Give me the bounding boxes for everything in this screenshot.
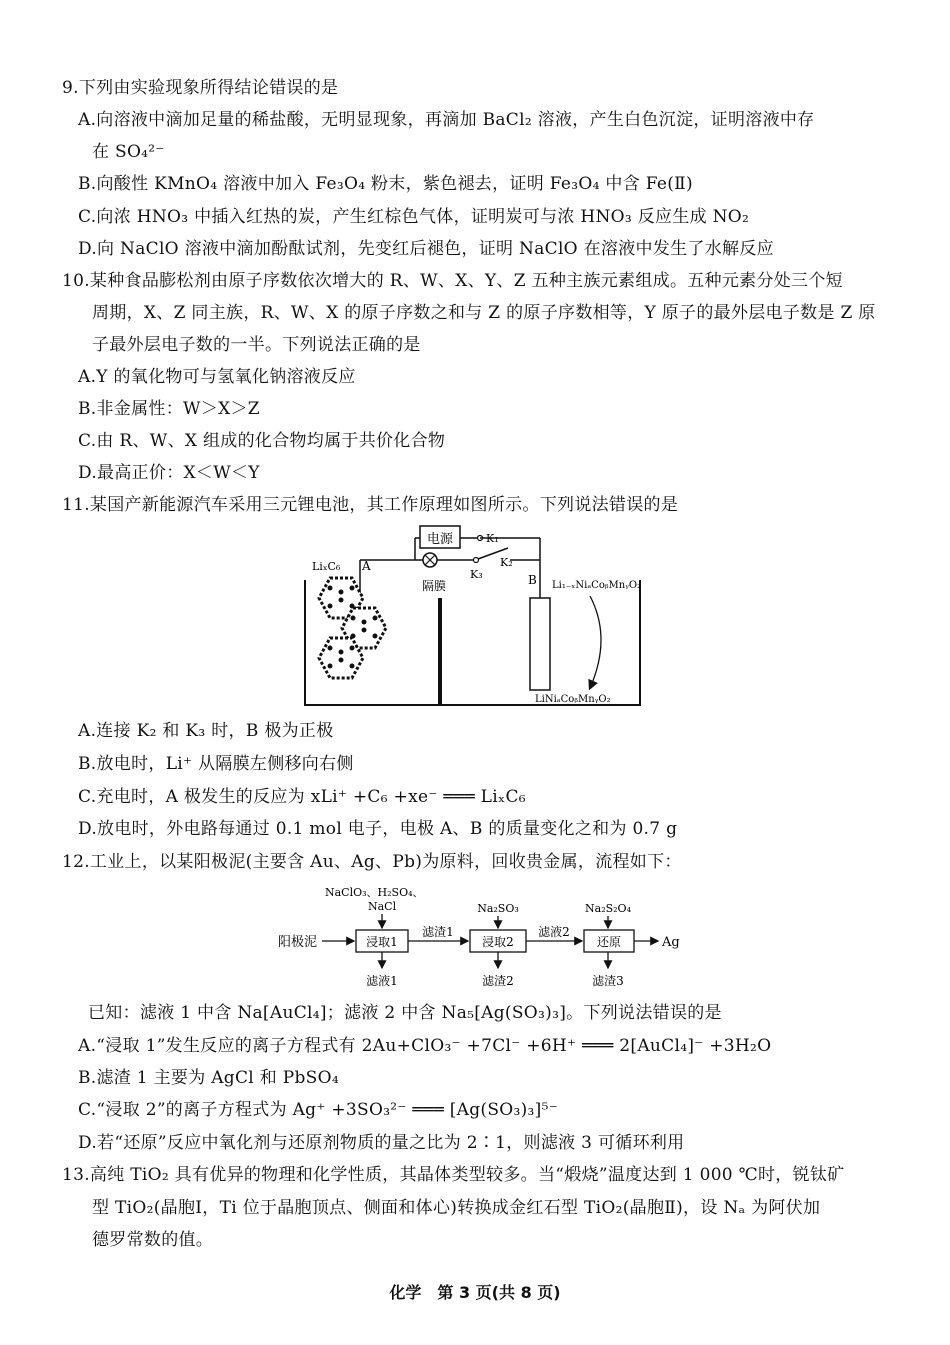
- q11-option-a: A.连接 K₂ 和 K₃ 时，B 极为正极: [78, 721, 334, 741]
- flow-start: 阳极泥: [278, 935, 318, 950]
- q10-option-b: B.非金属性：W＞X＞Z: [78, 399, 260, 419]
- q9-stem: 9.下列由实验现象所得结论错误的是: [62, 78, 339, 98]
- q11-stem: 11.某国产新能源汽车采用三元锂电池，其工作原理如图所示。下列说法错误的是: [62, 495, 679, 515]
- q11-option-d: D.放电时，外电路每通过 0.1 mol 电子，电极 A、B 的质量变化之和为 0.7 g: [78, 819, 678, 839]
- reduction-arrow: [590, 596, 601, 688]
- flow-output-2: 滤渣2: [482, 974, 514, 988]
- q9-option-b: B.向酸性 KMnO₄ 溶液中加入 Fe₃O₄ 粉末，紫色褪去，证明 Fe₃O₄ 中含 Fe(Ⅱ): [78, 174, 693, 194]
- q11-option-b: B.放电时，Li⁺ 从隔膜左侧移向右侧: [78, 754, 354, 774]
- q10-option-c: C.由 R、W、X 组成的化合物均属于共价化合物: [78, 431, 446, 451]
- q9-option-d: D.向 NaClO 溶液中滴加酚酞试剂，先变红后褪色，证明 NaClO 在溶液中发生了水解反应: [78, 239, 774, 259]
- flow-reagent-2: Na₂SO₃: [477, 902, 519, 915]
- k2-label: K₂: [500, 556, 513, 569]
- flow-mid-1: 滤渣1: [422, 925, 454, 939]
- electrode-b: [530, 598, 550, 690]
- k3-label: K₃: [470, 568, 483, 581]
- flow-reagent-1a: NaClO₃、H₂SO₄、: [325, 886, 424, 899]
- flow-reagent-3: Na₂S₂O₄: [585, 902, 631, 915]
- q12-option-c: C.“浸取 2”的离子方程式为 Ag⁺ +3SO₃²⁻ ═══ [Ag(SO₃)₃]⁵⁻: [78, 1100, 558, 1120]
- q11-option-c: C.充电时，A 极发生的反应为 xLi⁺ +C₆ +xe⁻ ═══ LiₓC₆: [78, 787, 526, 807]
- flow-output-1: 滤液1: [366, 974, 398, 988]
- q13-stem: 13.高纯 TiO₂ 具有优异的物理和化学性质，其晶体类型较多。当“煅烧”温度达到 1 000 ℃时，锐钛矿: [62, 1165, 845, 1185]
- cathode-discharged-formula: LiNiₐCoᵦMnᵧO₂: [535, 694, 611, 705]
- page-footer: 化学 第 3 页(共 8 页): [389, 1283, 561, 1302]
- flow-reagent-1b: NaCl: [368, 900, 397, 913]
- flow-mid-2: 滤液2: [538, 925, 570, 939]
- flow-box2-label: 浸取2: [482, 935, 514, 949]
- flow-output-3: 滤渣3: [592, 974, 624, 988]
- electrode-a-label: A: [362, 559, 371, 573]
- power-label: 电源: [426, 532, 454, 547]
- battery-diagram: [300, 520, 660, 710]
- flow-product: Ag: [662, 935, 680, 950]
- q10-option-d: D.最高正价：X＜W＜Y: [78, 463, 260, 483]
- q13-stem-line3: 德罗常数的值。: [92, 1230, 214, 1250]
- q9-option-a-cont: 在 SO₄²⁻: [92, 142, 165, 162]
- q10-option-a: A.Y 的氧化物可与氢氧化钠溶液反应: [78, 367, 356, 387]
- q12-option-d: D.若“还原”反应中氧化剂与还原剂物质的量之比为 2∶1，则滤液 3 可循环利用: [78, 1133, 685, 1153]
- process-flowchart: [270, 878, 700, 993]
- q12-stem: 12.工业上，以某阳极泥(主要含 Au、Ag、Pb)为原料，回收贵金属，流程如下：: [62, 852, 682, 872]
- q10-stem-line3: 子最外层电子数的一半。下列说法正确的是: [92, 335, 421, 355]
- q9-option-c: C.向浓 HNO₃ 中插入红热的炭，产生红棕色气体，证明炭可与浓 HNO₃ 反应生成 NO₂: [78, 207, 750, 227]
- q12-option-a: A.“浸取 1”发生反应的离子方程式有 2Au+ClO₃⁻ +7Cl⁻ +6H⁺ ═══ 2[AuCl₄]⁻ +3H₂O: [78, 1036, 772, 1056]
- q13-stem-line2: 型 TiO₂(晶胞Ⅰ，Ti 位于晶胞顶点、侧面和体心)转换成金红石型 TiO₂(晶胞Ⅱ)，设 Nₐ 为阿伏加: [92, 1198, 821, 1218]
- electrode-b-label: B: [528, 573, 537, 587]
- flow-box1-label: 浸取1: [366, 935, 398, 949]
- electrode-a-material-label: LiₓC₆: [312, 560, 341, 573]
- k1-label: K₁: [486, 532, 499, 545]
- flow-box3-label: 还原: [596, 935, 622, 949]
- separator-membrane: [438, 598, 442, 704]
- q9-option-a: A.向溶液中滴加足量的稀盐酸，无明显现象，再滴加 BaCl₂ 溶液，产生白色沉淀，证明溶液中存: [78, 110, 815, 130]
- lamp-icon: [423, 553, 437, 567]
- membrane-label: 隔膜: [422, 579, 447, 593]
- q10-stem-line2: 周期，X、Z 同主族，R、W、X 的原子序数之和与 Z 的原子序数相等，Y 原子的最外层电子数是 Z 原: [92, 303, 876, 323]
- graphite-anode: [319, 578, 386, 678]
- cathode-charged-formula: Li₁₋ₓNiₐCoᵦMnᵧO₂: [552, 580, 642, 591]
- q12-option-b: B.滤渣 1 主要为 AgCl 和 PbSO₄: [78, 1068, 339, 1088]
- q12-known: 已知：滤液 1 中含 Na[AuCl₄]；滤液 2 中含 Na₅[Ag(SO₃)₃]。下列说法错误的是: [88, 1003, 722, 1023]
- q10-stem: 10.某种食品膨松剂由原子序数依次增大的 R、W、X、Y、Z 五种主族元素组成。五种元素分处三个短: [62, 271, 843, 291]
